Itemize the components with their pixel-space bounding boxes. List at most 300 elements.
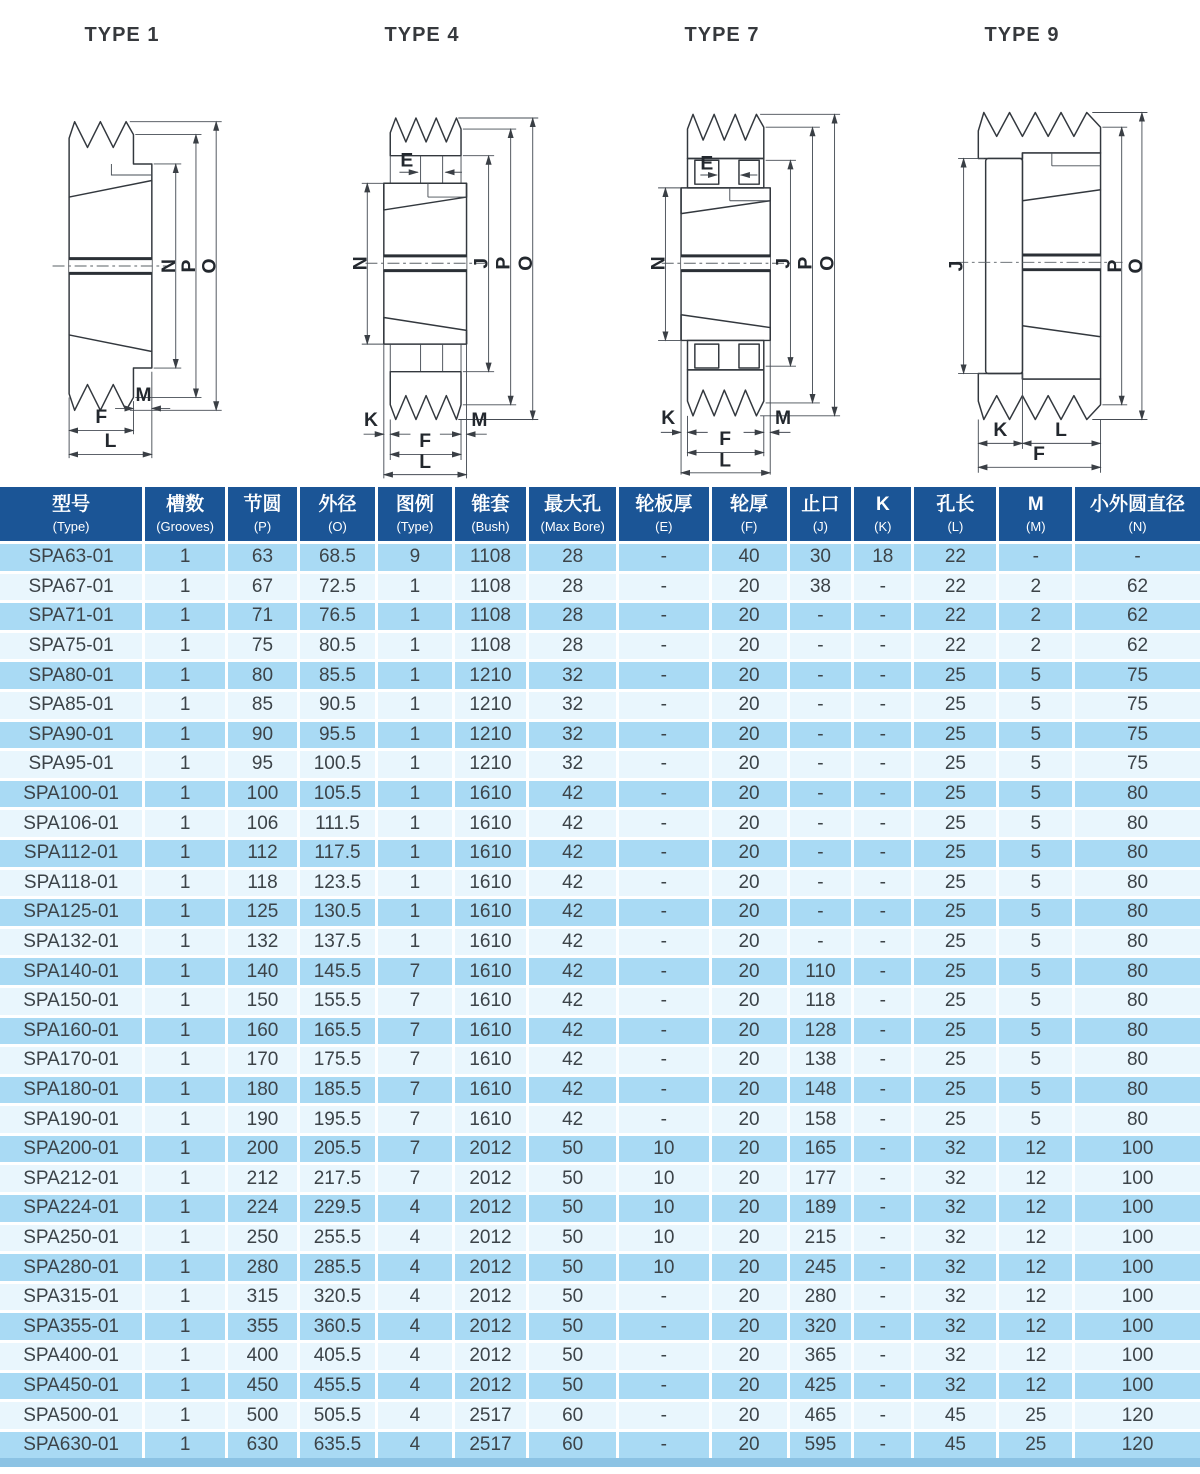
- value-cell: 4: [378, 1373, 455, 1403]
- value-cell: 95.5: [300, 722, 378, 752]
- value-cell: 50: [529, 1225, 619, 1255]
- value-cell: 1: [378, 810, 455, 840]
- value-cell: 112: [228, 840, 300, 870]
- value-cell: 20: [712, 781, 790, 811]
- value-cell: 42: [529, 1018, 619, 1048]
- column-header-en: (Grooves): [156, 518, 214, 534]
- value-cell: 10: [619, 1195, 711, 1225]
- value-cell: -: [854, 1018, 914, 1048]
- value-cell: -: [619, 1047, 711, 1077]
- value-cell: 28: [529, 544, 619, 574]
- model-cell: SPA355-01: [0, 1313, 145, 1343]
- value-cell: 32: [914, 1313, 999, 1343]
- dimension-lines: [350, 118, 538, 478]
- value-cell: 100: [1075, 1254, 1200, 1284]
- value-cell: 425: [790, 1373, 855, 1403]
- value-cell: 1: [378, 781, 455, 811]
- column-header: [790, 487, 855, 544]
- value-cell: 25: [999, 1432, 1075, 1459]
- value-cell: 22: [914, 544, 999, 574]
- column-header: [145, 487, 228, 544]
- model-cell: SPA250-01: [0, 1225, 145, 1255]
- table-row: [0, 1225, 1200, 1255]
- value-cell: 80: [1075, 840, 1200, 870]
- value-cell: -: [619, 1106, 711, 1136]
- value-cell: 500: [228, 1402, 300, 1432]
- table-row: [0, 1313, 1200, 1343]
- diagram-title: TYPE 1: [84, 24, 160, 46]
- value-cell: 255.5: [300, 1225, 378, 1255]
- column-header: [529, 487, 619, 544]
- value-cell: 95: [228, 751, 300, 781]
- dim-label-j: J: [946, 260, 968, 272]
- dim-label-p: P: [179, 259, 201, 273]
- value-cell: 1: [378, 692, 455, 722]
- value-cell: 1: [378, 603, 455, 633]
- value-cell: 90: [228, 722, 300, 752]
- column-header: [712, 487, 790, 544]
- value-cell: 80: [1075, 870, 1200, 900]
- column-header-zh: K: [875, 493, 890, 515]
- column-header-en: (Bush): [471, 518, 510, 534]
- column-header-zh: 最大孔: [544, 493, 602, 515]
- value-cell: 4: [378, 1195, 455, 1225]
- value-cell: 200: [228, 1136, 300, 1166]
- value-cell: 85: [228, 692, 300, 722]
- value-cell: -: [1075, 544, 1200, 574]
- value-cell: 25: [914, 810, 999, 840]
- value-cell: 20: [712, 929, 790, 959]
- value-cell: 630: [228, 1432, 300, 1459]
- value-cell: 32: [914, 1165, 999, 1195]
- value-cell: 2012: [455, 1343, 529, 1373]
- column-header-zh: 轮板厚: [635, 493, 693, 515]
- value-cell: 42: [529, 1047, 619, 1077]
- value-cell: 20: [712, 722, 790, 752]
- value-cell: 20: [712, 870, 790, 900]
- table-row: [0, 1284, 1200, 1314]
- diagram-strip: [0, 0, 1200, 487]
- value-cell: 1: [145, 751, 228, 781]
- table-row: [0, 1018, 1200, 1048]
- value-cell: 20: [712, 1343, 790, 1373]
- value-cell: 250: [228, 1225, 300, 1255]
- table-row: [0, 722, 1200, 752]
- value-cell: 140: [228, 958, 300, 988]
- value-cell: -: [619, 958, 711, 988]
- value-cell: 1: [145, 1373, 228, 1403]
- value-cell: 1: [145, 810, 228, 840]
- value-cell: -: [854, 840, 914, 870]
- dim-label-n: N: [648, 256, 670, 271]
- table-row: [0, 574, 1200, 604]
- value-cell: 190: [228, 1106, 300, 1136]
- value-cell: 45: [914, 1432, 999, 1459]
- value-cell: 1: [378, 722, 455, 752]
- value-cell: 80: [1075, 1018, 1200, 1048]
- value-cell: 20: [712, 574, 790, 604]
- value-cell: 12: [999, 1373, 1075, 1403]
- value-cell: 212: [228, 1165, 300, 1195]
- value-cell: 130.5: [300, 899, 378, 929]
- value-cell: 20: [712, 1136, 790, 1166]
- value-cell: 2517: [455, 1402, 529, 1432]
- dim-label-n: N: [158, 259, 180, 273]
- value-cell: -: [790, 840, 855, 870]
- value-cell: -: [790, 692, 855, 722]
- value-cell: 71: [228, 603, 300, 633]
- value-cell: 7: [378, 1077, 455, 1107]
- value-cell: -: [854, 722, 914, 752]
- value-cell: 1108: [455, 574, 529, 604]
- model-cell: SPA200-01: [0, 1136, 145, 1166]
- value-cell: 215: [790, 1225, 855, 1255]
- value-cell: 400: [228, 1343, 300, 1373]
- value-cell: -: [854, 574, 914, 604]
- value-cell: 355: [228, 1313, 300, 1343]
- value-cell: 20: [712, 751, 790, 781]
- value-cell: 62: [1075, 633, 1200, 663]
- value-cell: 2012: [455, 1313, 529, 1343]
- value-cell: -: [790, 662, 855, 692]
- value-cell: 75: [1075, 692, 1200, 722]
- value-cell: 132: [228, 929, 300, 959]
- dim-label-o: O: [515, 255, 537, 271]
- value-cell: 28: [529, 633, 619, 663]
- value-cell: 1: [145, 1402, 228, 1432]
- value-cell: 62: [1075, 574, 1200, 604]
- value-cell: 50: [529, 1373, 619, 1403]
- model-cell: SPA500-01: [0, 1402, 145, 1432]
- model-cell: SPA112-01: [0, 840, 145, 870]
- value-cell: 1: [145, 1047, 228, 1077]
- value-cell: 1108: [455, 633, 529, 663]
- value-cell: 75: [228, 633, 300, 663]
- value-cell: -: [999, 544, 1075, 574]
- value-cell: 25: [914, 870, 999, 900]
- column-header-zh: M: [1027, 493, 1044, 515]
- dim-label-n: N: [350, 256, 372, 271]
- value-cell: -: [854, 810, 914, 840]
- value-cell: 5: [999, 929, 1075, 959]
- value-cell: -: [790, 603, 855, 633]
- column-header: [300, 487, 378, 544]
- value-cell: 5: [999, 840, 1075, 870]
- value-cell: 1: [145, 988, 228, 1018]
- column-header: [999, 487, 1075, 544]
- column-header-en: (F): [740, 518, 758, 534]
- value-cell: 2012: [455, 1225, 529, 1255]
- pulley-section-drawing: [900, 50, 1200, 482]
- value-cell: 25: [914, 722, 999, 752]
- value-cell: 106: [228, 810, 300, 840]
- value-cell: 170: [228, 1047, 300, 1077]
- value-cell: -: [619, 662, 711, 692]
- value-cell: 180: [228, 1077, 300, 1107]
- value-cell: 100: [1075, 1225, 1200, 1255]
- model-cell: SPA150-01: [0, 988, 145, 1018]
- value-cell: -: [854, 1225, 914, 1255]
- model-cell: SPA630-01: [0, 1432, 145, 1459]
- value-cell: 185.5: [300, 1077, 378, 1107]
- value-cell: 7: [378, 1165, 455, 1195]
- value-cell: 465: [790, 1402, 855, 1432]
- value-cell: 1: [145, 722, 228, 752]
- value-cell: 4: [378, 1432, 455, 1459]
- value-cell: 38: [790, 574, 855, 604]
- value-cell: 1: [145, 574, 228, 604]
- model-cell: SPA71-01: [0, 603, 145, 633]
- column-header-en: (P): [253, 518, 272, 534]
- value-cell: 20: [712, 810, 790, 840]
- value-cell: 165: [790, 1136, 855, 1166]
- value-cell: 120: [1075, 1402, 1200, 1432]
- value-cell: 20: [712, 1432, 790, 1459]
- value-cell: 10: [619, 1136, 711, 1166]
- value-cell: 1210: [455, 692, 529, 722]
- model-cell: SPA190-01: [0, 1106, 145, 1136]
- table-row: [0, 603, 1200, 633]
- table-row: [0, 899, 1200, 929]
- value-cell: 20: [712, 988, 790, 1018]
- table-row: [0, 958, 1200, 988]
- value-cell: 1: [145, 1106, 228, 1136]
- model-cell: SPA180-01: [0, 1077, 145, 1107]
- value-cell: 7: [378, 1018, 455, 1048]
- value-cell: -: [619, 1018, 711, 1048]
- value-cell: 72.5: [300, 574, 378, 604]
- value-cell: 80: [228, 662, 300, 692]
- value-cell: 5: [999, 988, 1075, 1018]
- column-header: [854, 487, 914, 544]
- model-cell: SPA118-01: [0, 870, 145, 900]
- value-cell: 45: [914, 1402, 999, 1432]
- value-cell: 20: [712, 662, 790, 692]
- value-cell: -: [854, 1343, 914, 1373]
- value-cell: 1: [145, 603, 228, 633]
- table-row: [0, 1373, 1200, 1403]
- value-cell: 20: [712, 899, 790, 929]
- value-cell: 455.5: [300, 1373, 378, 1403]
- column-header-en: (K): [874, 518, 892, 534]
- value-cell: 100: [1075, 1284, 1200, 1314]
- value-cell: -: [619, 692, 711, 722]
- value-cell: 110: [790, 958, 855, 988]
- pulley-section-drawing: [0, 50, 300, 482]
- value-cell: 189: [790, 1195, 855, 1225]
- model-cell: SPA280-01: [0, 1254, 145, 1284]
- dim-label-o: O: [1125, 258, 1147, 274]
- value-cell: 12: [999, 1195, 1075, 1225]
- value-cell: 50: [529, 1313, 619, 1343]
- column-header: [619, 487, 711, 544]
- value-cell: 25: [914, 781, 999, 811]
- value-cell: 63: [228, 544, 300, 574]
- value-cell: 20: [712, 1254, 790, 1284]
- value-cell: 20: [712, 1195, 790, 1225]
- value-cell: 4: [378, 1254, 455, 1284]
- value-cell: 320: [790, 1313, 855, 1343]
- table-row: [0, 1195, 1200, 1225]
- value-cell: -: [854, 1165, 914, 1195]
- value-cell: 32: [914, 1343, 999, 1373]
- column-header: [228, 487, 300, 544]
- value-cell: 1610: [455, 1047, 529, 1077]
- value-cell: -: [854, 1077, 914, 1107]
- value-cell: -: [619, 1284, 711, 1314]
- value-cell: 12: [999, 1284, 1075, 1314]
- value-cell: 2012: [455, 1136, 529, 1166]
- diagram-type7: [600, 0, 900, 487]
- dim-label-k: K: [661, 408, 676, 430]
- column-header-zh: 小外圆直径: [1090, 493, 1186, 515]
- value-cell: -: [854, 1254, 914, 1284]
- spec-table-body: [0, 544, 1200, 1458]
- value-cell: -: [854, 633, 914, 663]
- value-cell: -: [790, 899, 855, 929]
- value-cell: 2: [999, 633, 1075, 663]
- value-cell: 118: [790, 988, 855, 1018]
- value-cell: 60: [529, 1432, 619, 1459]
- value-cell: 1: [145, 1225, 228, 1255]
- table-row: [0, 1254, 1200, 1284]
- dim-label-l: L: [104, 431, 117, 453]
- value-cell: 10: [619, 1225, 711, 1255]
- value-cell: -: [619, 988, 711, 1018]
- value-cell: 1210: [455, 662, 529, 692]
- value-cell: 50: [529, 1195, 619, 1225]
- value-cell: 18: [854, 544, 914, 574]
- value-cell: -: [619, 544, 711, 574]
- value-cell: 1610: [455, 958, 529, 988]
- value-cell: 25: [999, 1402, 1075, 1432]
- value-cell: 50: [529, 1343, 619, 1373]
- pulley-cross-section: [53, 122, 171, 411]
- table-row: [0, 929, 1200, 959]
- value-cell: 20: [712, 603, 790, 633]
- value-cell: 12: [999, 1136, 1075, 1166]
- dim-label-m: M: [471, 409, 488, 431]
- spec-table: [0, 487, 1200, 1458]
- value-cell: 1: [145, 1136, 228, 1166]
- column-header: [914, 487, 999, 544]
- dim-label-l: L: [719, 450, 732, 472]
- dim-label-j: J: [471, 257, 493, 269]
- value-cell: 32: [914, 1373, 999, 1403]
- value-cell: 2012: [455, 1373, 529, 1403]
- value-cell: 7: [378, 1106, 455, 1136]
- diagram-type9: [900, 0, 1200, 487]
- value-cell: -: [790, 633, 855, 663]
- value-cell: 118: [228, 870, 300, 900]
- value-cell: 25: [914, 958, 999, 988]
- value-cell: 1610: [455, 1077, 529, 1107]
- value-cell: 25: [914, 929, 999, 959]
- dim-label-j: J: [773, 257, 795, 269]
- column-header-en: (O): [328, 518, 347, 534]
- value-cell: 1: [378, 929, 455, 959]
- value-cell: 1: [145, 662, 228, 692]
- value-cell: 80: [1075, 1106, 1200, 1136]
- value-cell: 5: [999, 722, 1075, 752]
- value-cell: 117.5: [300, 840, 378, 870]
- value-cell: 62: [1075, 603, 1200, 633]
- diagram-title: TYPE 9: [984, 24, 1060, 46]
- value-cell: 10: [619, 1165, 711, 1195]
- table-row: [0, 662, 1200, 692]
- value-cell: 5: [999, 1106, 1075, 1136]
- value-cell: 20: [712, 1402, 790, 1432]
- value-cell: 1: [145, 1195, 228, 1225]
- dim-label-f: F: [719, 429, 732, 451]
- value-cell: 75: [1075, 722, 1200, 752]
- value-cell: 42: [529, 1106, 619, 1136]
- value-cell: 1: [145, 781, 228, 811]
- value-cell: -: [619, 810, 711, 840]
- column-header-en: (Max Bore): [540, 518, 605, 534]
- value-cell: 7: [378, 1047, 455, 1077]
- value-cell: 1: [145, 870, 228, 900]
- column-header-en: (E): [655, 518, 673, 534]
- value-cell: 405.5: [300, 1343, 378, 1373]
- value-cell: 50: [529, 1165, 619, 1195]
- value-cell: 12: [999, 1343, 1075, 1373]
- value-cell: 25: [914, 1018, 999, 1048]
- value-cell: 28: [529, 574, 619, 604]
- value-cell: 20: [712, 1225, 790, 1255]
- value-cell: 105.5: [300, 781, 378, 811]
- value-cell: -: [854, 899, 914, 929]
- value-cell: 42: [529, 929, 619, 959]
- value-cell: 5: [999, 958, 1075, 988]
- value-cell: 5: [999, 1047, 1075, 1077]
- value-cell: 120: [1075, 1432, 1200, 1459]
- value-cell: 1: [145, 1165, 228, 1195]
- value-cell: 5: [999, 810, 1075, 840]
- value-cell: 217.5: [300, 1165, 378, 1195]
- value-cell: -: [619, 840, 711, 870]
- diagram-title: TYPE 4: [384, 24, 460, 46]
- value-cell: 280: [790, 1284, 855, 1314]
- value-cell: -: [854, 692, 914, 722]
- column-header-zh: 节圆: [243, 493, 282, 515]
- value-cell: -: [619, 574, 711, 604]
- value-cell: 20: [712, 692, 790, 722]
- value-cell: -: [854, 1432, 914, 1459]
- value-cell: 111.5: [300, 810, 378, 840]
- model-cell: SPA450-01: [0, 1373, 145, 1403]
- value-cell: -: [854, 781, 914, 811]
- value-cell: 7: [378, 958, 455, 988]
- value-cell: 32: [914, 1284, 999, 1314]
- value-cell: 80: [1075, 899, 1200, 929]
- dim-label-f: F: [95, 407, 108, 429]
- value-cell: 60: [529, 1402, 619, 1432]
- value-cell: 2012: [455, 1195, 529, 1225]
- value-cell: -: [854, 751, 914, 781]
- value-cell: 1: [145, 1018, 228, 1048]
- value-cell: 450: [228, 1373, 300, 1403]
- value-cell: 1: [378, 870, 455, 900]
- dim-label-l: L: [1055, 420, 1067, 442]
- value-cell: -: [619, 751, 711, 781]
- dim-label-e: E: [400, 150, 414, 172]
- value-cell: -: [854, 1047, 914, 1077]
- value-cell: 50: [529, 1136, 619, 1166]
- value-cell: 5: [999, 692, 1075, 722]
- value-cell: 12: [999, 1254, 1075, 1284]
- value-cell: -: [619, 1373, 711, 1403]
